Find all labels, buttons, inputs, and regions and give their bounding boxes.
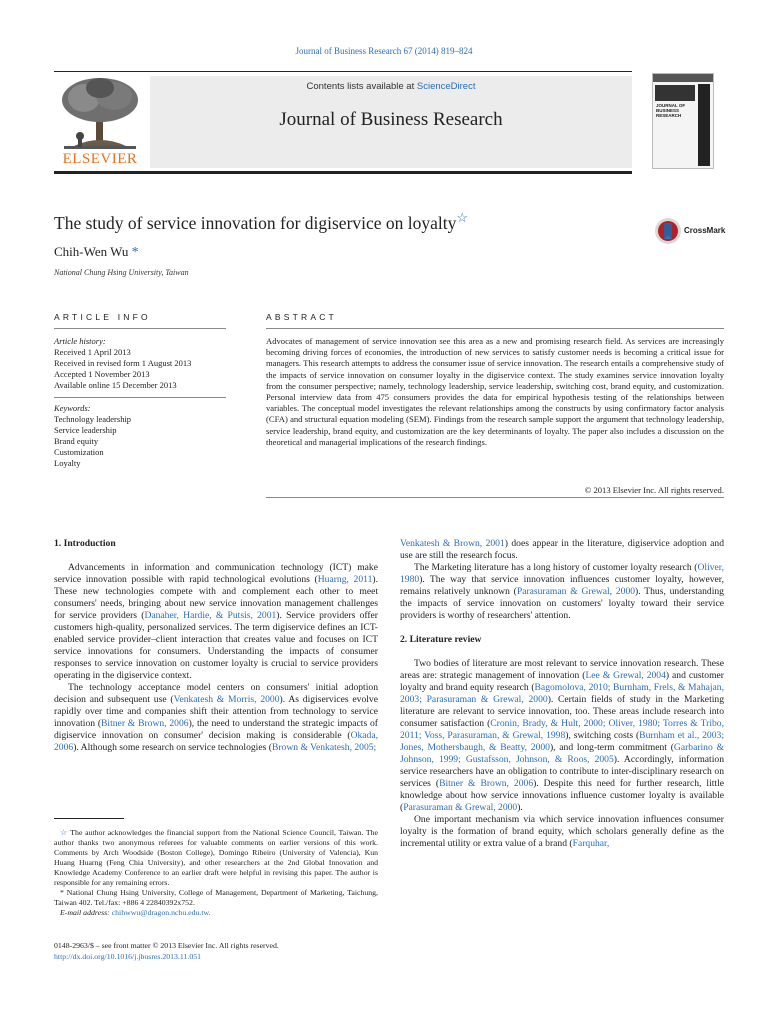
body-text: ). Despite this need for further research, little knowledge about how service innovations influence customer loyalty is available ( <box>400 778 724 813</box>
footnotes <box>54 828 378 918</box>
issn-line: 0148-2963/$ – see front matter © 2013 Elsevier Inc. All rights reserved. <box>54 941 279 950</box>
footnote-mark: ☆ <box>60 828 68 837</box>
citation-link[interactable]: Bitner & Brown, 2006 <box>101 718 189 729</box>
body-text: ). Accordingly, information service researchers have an obligation to contribute to inter-disciplinary research on services ( <box>400 754 724 789</box>
keywords-heading: Keywords: <box>54 403 91 413</box>
body-text: The technology acceptance model centers on consumers' initial adoption decision and subsequent use ( <box>54 682 378 705</box>
email-label: E-mail address: <box>60 908 110 917</box>
paragraph <box>400 562 724 622</box>
keywords-rule <box>54 397 226 398</box>
contents-line <box>150 81 632 92</box>
journal-citation-link[interactable]: Journal of Business Research 67 (2014) 819–824 <box>295 46 473 56</box>
title-footnote-mark[interactable]: ☆ <box>456 210 469 225</box>
article-info-rule <box>54 328 226 329</box>
keyword-item: Loyalty <box>54 458 81 468</box>
article-info-heading: ARTICLE INFO <box>54 312 151 322</box>
paragraph <box>400 814 724 850</box>
body-text: ) and customer loyalty and brand equity research ( <box>400 670 724 693</box>
elsevier-logo <box>54 76 146 168</box>
cover-title: JOURNAL OF BUSINESS RESEARCH <box>656 103 686 118</box>
abstract-bottom-rule <box>266 497 724 498</box>
email-link[interactable]: chihwwu@dragon.nchu.edu.tw. <box>111 908 211 917</box>
citation-link[interactable]: Danaher, Hardie, & Putsis, 2001 <box>144 610 277 621</box>
footnote-text: National Chung Hsing University, College of Management, Department of Marketing, Taichung, Taiwan 402. Tel./fax: +886 4 22840392x752. <box>54 888 379 907</box>
keywords-list <box>54 403 226 469</box>
paper-title <box>54 210 644 234</box>
history-item: Accepted 1 November 2013 <box>54 369 150 379</box>
footnote-email <box>54 908 378 918</box>
body-text: One important mechanism via which service innovation influences consumer loyalty is the formation of brand equity, which scholars generally define as the incremental utility or extra value of a brand ( <box>400 814 724 849</box>
history-item: Received in revised form 1 August 2013 <box>54 358 192 368</box>
body-text: ). These new technologies compete with and complement each other to meet consumers' needs, bringing about new service innovation management challenges for service providers ( <box>54 574 378 621</box>
crossmark-icon <box>654 217 682 245</box>
body-text: Advancements in information and communication technology (ICT) make service innovation possible with rapid technological evolutions ( <box>54 562 378 585</box>
citation-link[interactable]: Lee & Grewal, 2004 <box>585 670 666 681</box>
citation-link[interactable]: Bagomolova, 2010; Burnham, Frels, & Mahajan, 2003; Parasuraman & Grewal, 2000 <box>400 682 724 705</box>
body-text: ). Thus, understanding the impacts of service innovation on customers' loyalty toward their service providers is worthy of researchers' attention. <box>400 586 724 621</box>
abstract-text: Advocates of management of service innovation see this area as a new and promising research field. As services are increasingly becoming driving forces of economies, the introduction of new services to satisfy customer needs is becoming a critical issue for managers. This research attempts to address the consumer issue of service innovation. The research entails a comprehensive study of the impacts of service innovation on consumer loyalty in the digiservice context. The study examines service innovation loyalty from the consumer perspective; namely, technology leadership, service leadership, switching cost, brand equity, and customization. Personal interview data from 475 consumers provides the data for empirical hypothesis testing of the relationships between variables. The conceptual model investigates the relevant relationships among the constructs by using confirmatory factor analysis (CFA) and structural equation modeling (SEM). Findings from the research sample support the argument that technology leadership, service leadership, brand equity, and customization are the key determinants of loyalty. The paper also includes a discussion on the theoretical and managerial implications of the research findings. <box>266 336 724 447</box>
section-heading-literature-review: 2. Literature review <box>400 634 482 645</box>
citation-link[interactable]: Cronin, Brady, & Hult, 2000; Oliver, 1980; Torres & Tribo, 2011; Voss, Parasuraman, & Grewal, 1998 <box>400 718 724 741</box>
masthead-panel <box>150 76 632 168</box>
body-column-right <box>400 538 724 850</box>
body-column-left <box>54 538 378 754</box>
front-matter <box>54 940 378 962</box>
section-heading-introduction: 1. Introduction <box>54 538 116 549</box>
keyword-item: Customization <box>54 447 104 457</box>
citation-link[interactable]: Farquhar, <box>572 838 610 849</box>
body-text: ). As digiservices evolve rapidly over time and companies shift their attention from technology to service innovation ( <box>54 694 378 729</box>
abstract-top-rule <box>266 328 724 329</box>
history-item: Available online 15 December 2013 <box>54 380 177 390</box>
citation-link[interactable]: Venkatesh & Morris, 2000 <box>173 694 280 705</box>
keyword-item: Service leadership <box>54 425 117 435</box>
history-item: Received 1 April 2013 <box>54 347 131 357</box>
paragraph <box>54 682 378 754</box>
body-text: ), switching costs ( <box>565 730 640 741</box>
masthead-top-rule <box>54 71 632 72</box>
footnote-mark: * <box>60 888 64 897</box>
footnote-rule <box>54 818 124 819</box>
citation-link[interactable]: Parasuraman & Grewal, 2000 <box>516 586 636 597</box>
keyword-item: Technology leadership <box>54 414 132 424</box>
abstract-copyright: © 2013 Elsevier Inc. All rights reserved. <box>584 485 724 495</box>
body-text: The Marketing literature has a long history of customer loyalty research ( <box>414 562 698 573</box>
body-text: ). <box>517 802 523 813</box>
journal-name[interactable]: Journal of Business Research <box>279 109 503 130</box>
citation-link[interactable]: Oliver, 1980 <box>400 562 724 585</box>
body-text: ). The way that service innovation influences customer loyalty, however, remains relatively unknown ( <box>400 574 724 597</box>
citation-link[interactable]: Venkatesh & Brown, 2001 <box>400 538 505 549</box>
paragraph <box>400 658 724 814</box>
body-text: ). Certain fields of study in the Marketing literature are relevant to service innovation, too. These areas include research into consumer satisfaction ( <box>400 694 724 729</box>
citation-link[interactable]: Okada, 2006 <box>54 730 378 753</box>
author-affiliation: National Chung Hsing University, Taiwan <box>54 268 189 277</box>
citation-link[interactable]: Burnham et al., 2003; Jones, Mothersbaugh, & Beatty, 2000 <box>400 730 724 753</box>
doi-link[interactable]: http://dx.doi.org/10.1016/j.jbusres.2013.11.051 <box>54 952 202 961</box>
body-text: ), the need to understand the strategic impacts of digiservice innovation on consumer' decision making is considerable ( <box>54 718 378 741</box>
masthead-bottom-rule <box>54 171 632 174</box>
citation-link[interactable]: Huarng, 2011 <box>317 574 373 585</box>
sciencedirect-link[interactable]: ScienceDirect <box>416 81 476 92</box>
cover-band <box>653 74 713 82</box>
body-text: ). Although some research on service technologies ( <box>73 742 272 753</box>
citation-link[interactable]: Bitner & Brown, 2006 <box>439 778 534 789</box>
paragraph <box>54 562 378 682</box>
footnote-corresponding-author <box>54 888 378 908</box>
cover-image <box>655 85 695 101</box>
paragraph <box>400 538 724 562</box>
contents-prefix: Contents lists available at <box>306 81 417 92</box>
citation-link[interactable]: Brown & Venkatesh, 2005; <box>271 742 377 753</box>
footnote-text: The author acknowledges the financial support from the National Science Council, Taiwan. The author thanks two anonymous referees for valuable comments on earlier versions of this work. Comments by Arch Woodside (Boston College), Domingo Ribeiro (University of Valencia), Kun Huang Huarng (Feng Chia University), and other researchers at the 2nd Global Innovation and Knowledge Academy Conference to an earlier draft were helpful in revising this paper. The author is responsible for any remaining errors. <box>54 828 378 887</box>
crossmark-label: CrossMark <box>684 226 726 235</box>
author-footnote-mark[interactable]: * <box>131 245 139 260</box>
abstract-heading: ABSTRACT <box>266 312 337 322</box>
cover-stripe <box>698 84 710 166</box>
keyword-item: Brand equity <box>54 436 99 446</box>
body-text: ). Service providers offer customers high-quality, personalized services. The term digiservice defines an ICT-enabled service provider–client interaction that creates value and focuses on ICT service innovations for consumers. Understanding the impacts of consumer responses to service innovation on customer loyalty is crucial to service providers operating in the digiservice context. <box>54 610 379 681</box>
journal-cover-thumbnail[interactable] <box>652 73 714 169</box>
elsevier-tree-icon <box>54 76 146 154</box>
author-line <box>54 244 139 261</box>
crossmark-button[interactable] <box>654 217 726 245</box>
author-name: Chih-Wen Wu <box>54 244 129 259</box>
elsevier-wordmark: ELSEVIER <box>62 151 138 167</box>
paper-title-text: The study of service innovation for digiservice on loyalty <box>54 212 457 233</box>
citation-link[interactable]: Parasuraman & Grewal, 2000 <box>403 802 518 813</box>
body-text: ), and long-term commitment ( <box>549 742 674 753</box>
body-text: ) does appear in the literature, digiservice adoption and use are still the research focus. <box>400 538 724 561</box>
article-history <box>54 336 226 391</box>
article-history-heading: Article history: <box>54 336 106 346</box>
footnote-acknowledgement <box>54 828 378 888</box>
body-text: Two bodies of literature are most relevant to service innovation research. These areas are: strategic management of innovation ( <box>400 658 724 681</box>
citation-link[interactable]: Garbarino & Johnson, 1999; Gustafsson, Johnson, & Roos, 2005 <box>400 742 724 765</box>
